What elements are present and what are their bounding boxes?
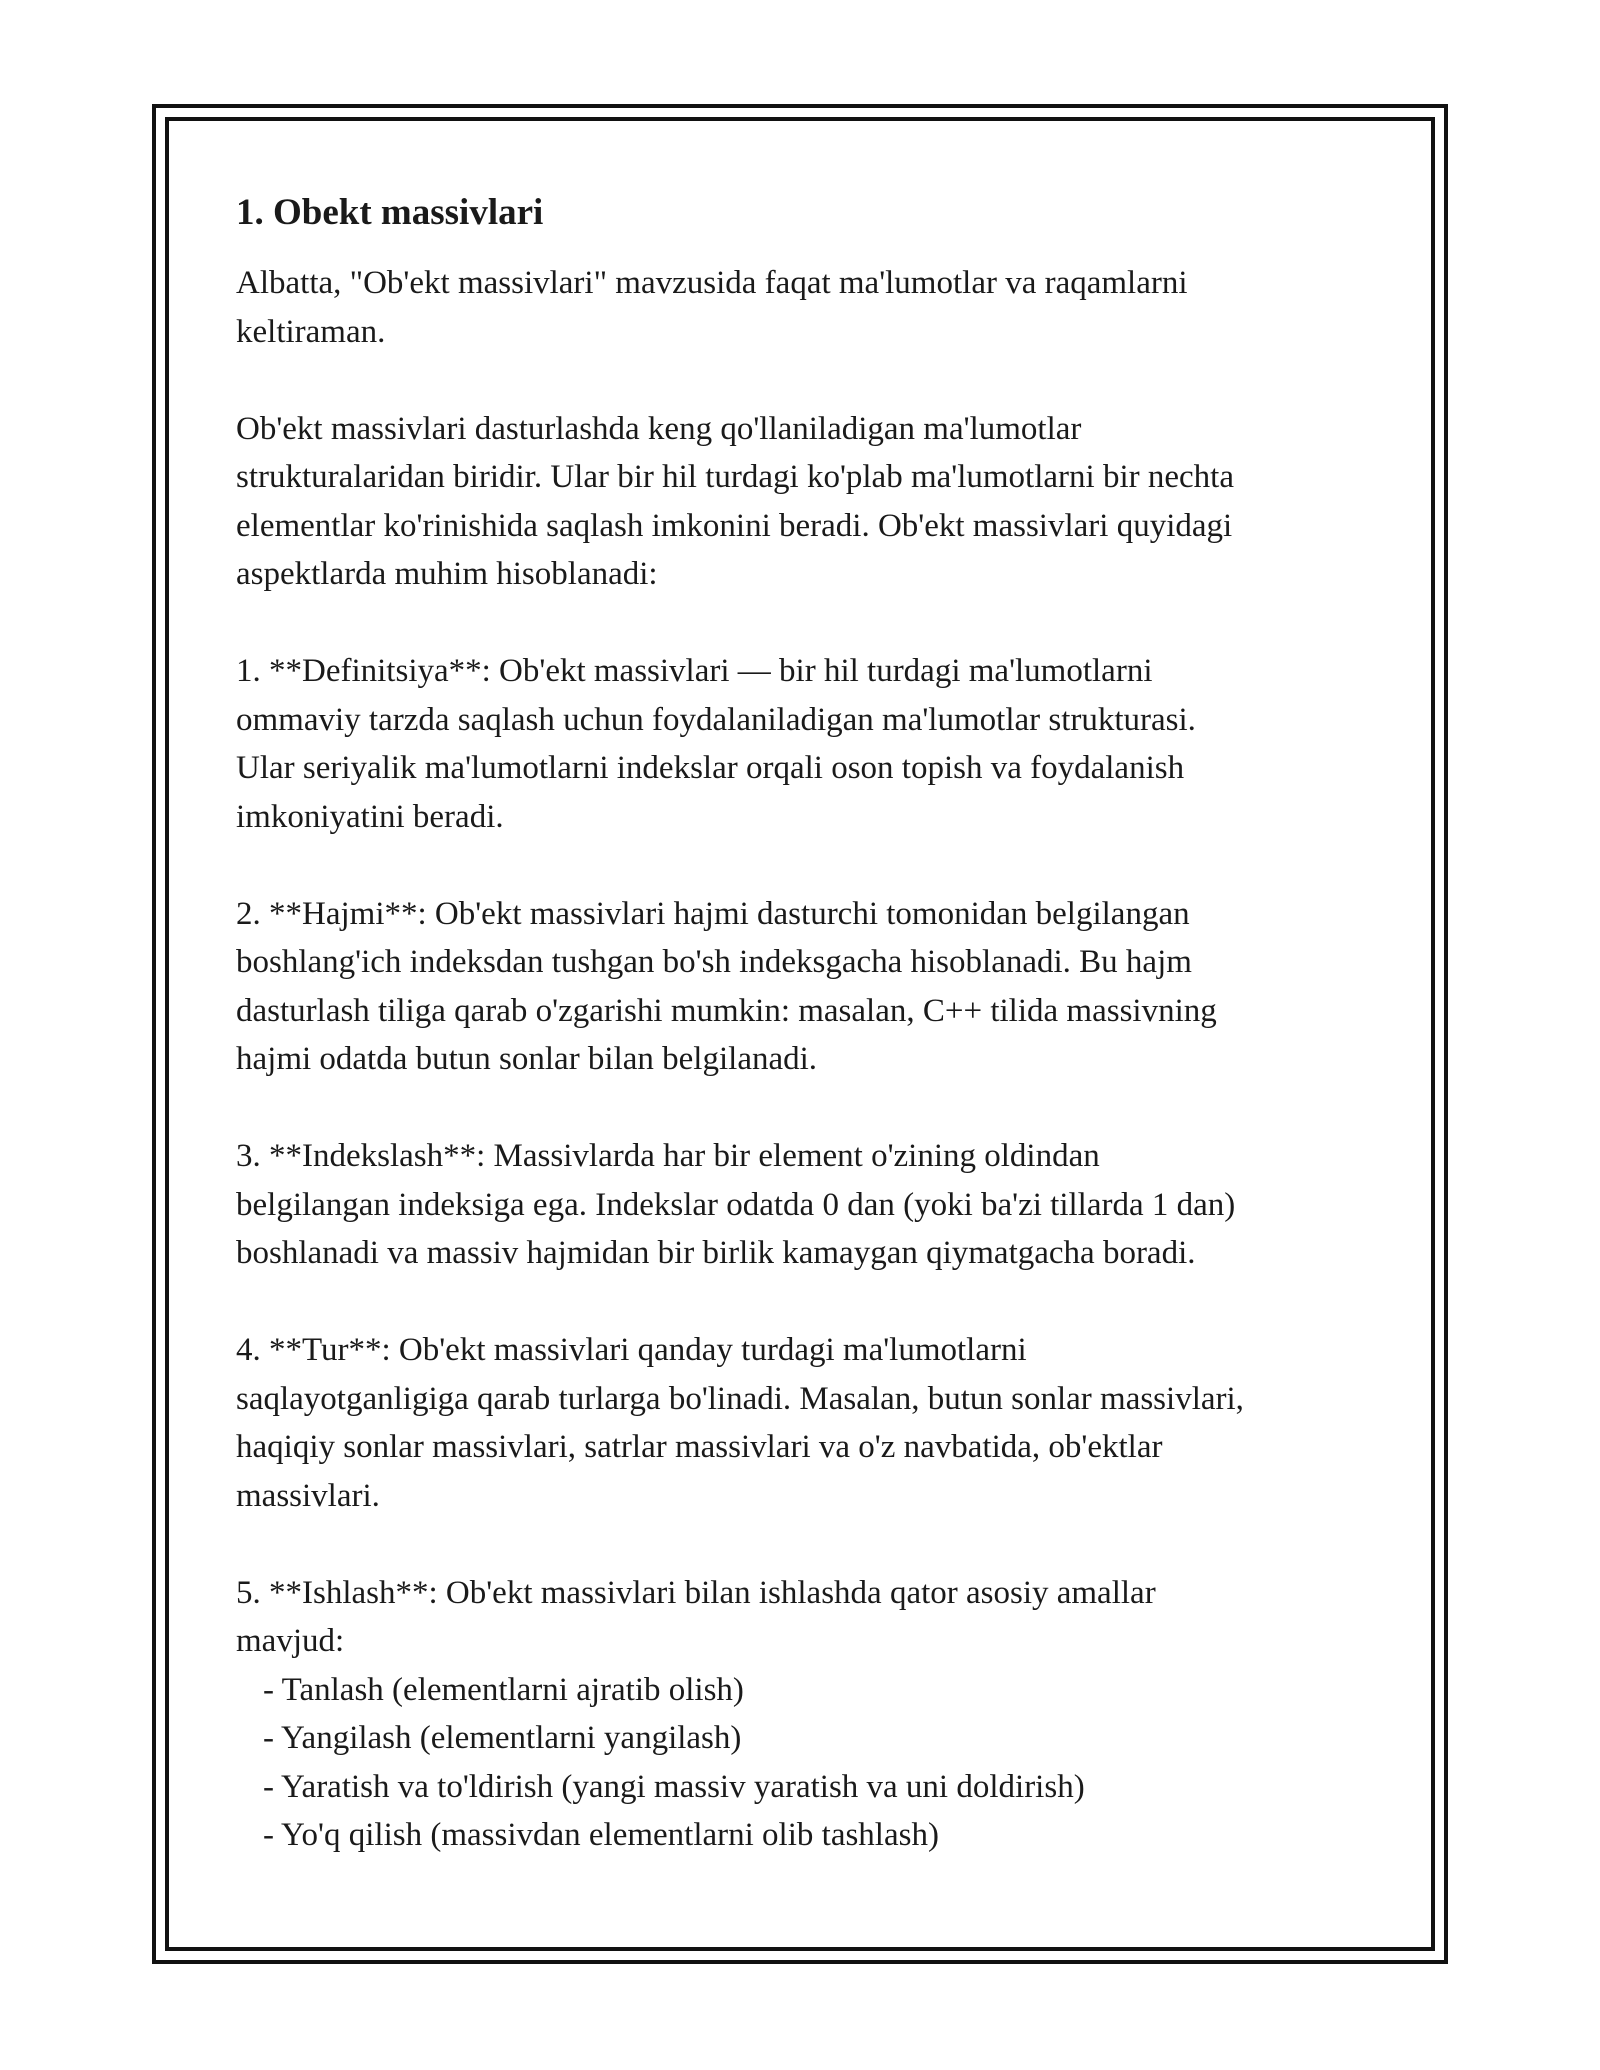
operations-list <box>236 1666 1366 1860</box>
paragraph-indexing: 3. **Indekslash**: Massivlarda har bir element o'zining oldindan belgilangan indeksiga ega. Indekslar odatda 0 dan (yoki ba'zi tillarda 1 dan) boshlanadi va massiv hajmidan bir birlik kamaygan qiymatgacha boradi. <box>236 1138 1236 1271</box>
paragraph-size: 2. **Hajmi**: Ob'ekt massivlari hajmi dasturchi tomonidan belgilangan boshlang'ich indeksdan tushgan bo'sh indeksgacha hisoblanadi. Bu hajm dasturlash tiliga qarab o'zgarishi mumkin: masalan, C++ tilida massivning hajmi odatda butun sonlar bilan belgilanadi. <box>236 895 1217 1077</box>
list-item: - Yangilash (elementlarni yangilash) <box>263 1720 742 1756</box>
document-body <box>236 185 1366 1860</box>
paragraph-definition: 1. **Definitsiya**: Ob'ekt massivlari — bir hil turdagi ma'lumotlarni ommaviy tarzda saqlash uchun foydalaniladigan ma'lumotlar strukturasi. Ular seriyalik ma'lumotlarni indekslar orqali oson topish va foydalanish imkoniyatini beradi. <box>236 653 1196 835</box>
list-item: - Yaratish va to'ldirish (yangi massiv yaratish va uni doldirish) <box>263 1768 1085 1805</box>
section-heading: 1. Obekt massivlari <box>236 192 544 233</box>
paragraph-operations: 5. **Ishlash**: Ob'ekt massivlari bilan ishlashda qator asosiy amallar mavjud: <box>236 1574 1156 1659</box>
paragraph-overview: Ob'ekt massivlari dasturlashda keng qo'llaniladigan ma'lumotlar strukturalaridan biridir. Ular bir hil turdagi ko'plab ma'lumotlarni bir nechta elementlar ko'rinishida saqlash imkonini beradi. Ob'ekt massivlari quyidagi aspektlarda muhim hisoblanadi: <box>236 410 1234 592</box>
list-item: - Yo'q qilish (massivdan elementlarni olib tashlash) <box>263 1817 939 1853</box>
paragraph-type: 4. **Tur**: Ob'ekt massivlari qanday turdagi ma'lumotlarni saqlayotganligiga qarab turlarga bo'linadi. Masalan, butun sonlar massivlari, haqiqiy sonlar massivlari, satrlar massivlari va o'z navbatida, ob'ektlar massivlari. <box>236 1332 1244 1514</box>
paragraph-intro: Albatta, "Ob'ekt massivlari" mavzusida faqat ma'lumotlar va raqamlarni keltiraman. <box>236 265 1188 350</box>
list-item: - Tanlash (elementlarni ajratib olish) <box>263 1671 744 1708</box>
